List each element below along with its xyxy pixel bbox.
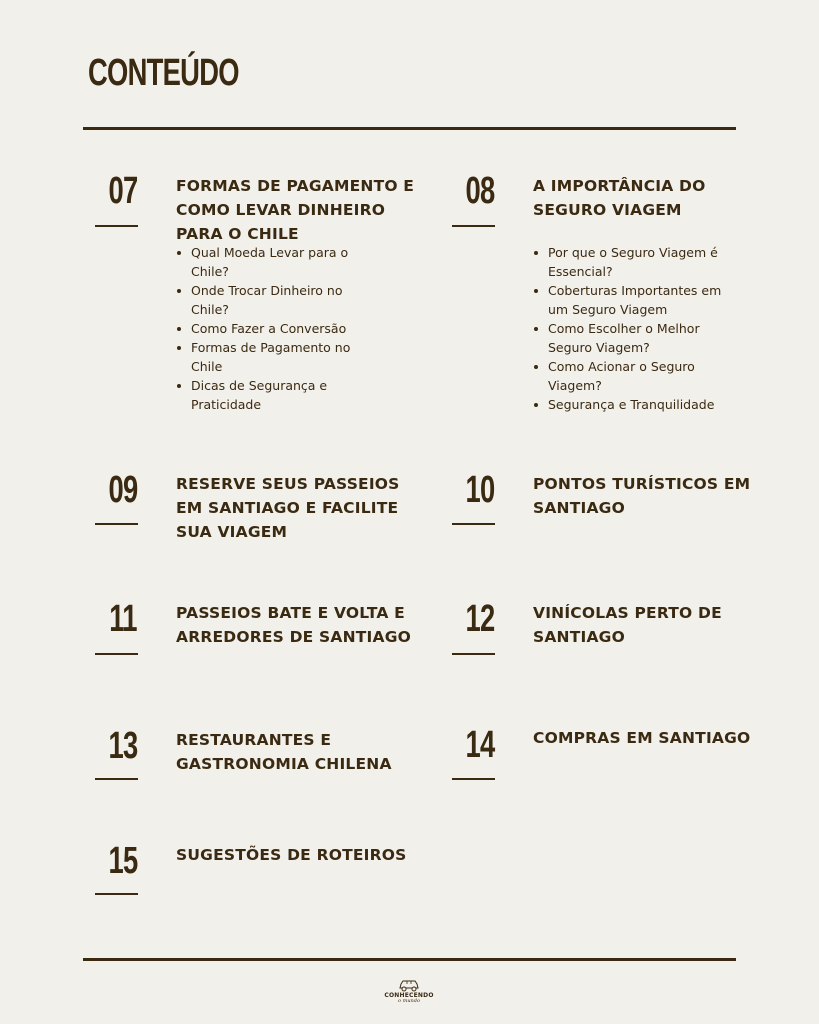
section-number: 15 bbox=[108, 840, 138, 882]
brand-logo bbox=[384, 980, 434, 1012]
subtopic-list bbox=[533, 243, 738, 414]
number-underline bbox=[95, 225, 138, 227]
number-underline bbox=[452, 523, 495, 525]
logo-tagline: o mundo bbox=[398, 998, 420, 1004]
number-underline bbox=[95, 653, 138, 655]
list-item: Por que o Seguro Viagem é Essencial? bbox=[533, 243, 738, 281]
top-divider bbox=[83, 127, 736, 130]
section-heading: RESERVE SEUS PASSEIOS EM SANTIAGO E FACILITE SUA VIAGEM bbox=[176, 475, 400, 541]
number-underline bbox=[452, 778, 495, 780]
list-item: Como Fazer a Conversão bbox=[176, 319, 376, 338]
section-number: 09 bbox=[108, 469, 138, 511]
section-heading: A IMPORTÂNCIA DO SEGURO VIAGEM bbox=[533, 177, 706, 219]
list-item: Como Escolher o Melhor Seguro Viagem? bbox=[533, 319, 738, 357]
list-item: Coberturas Importantes em um Seguro Viagem bbox=[533, 281, 738, 319]
list-item: Como Acionar o Seguro Viagem? bbox=[533, 357, 738, 395]
section-number: 13 bbox=[108, 725, 138, 767]
bottom-divider bbox=[83, 958, 736, 961]
section-heading: VINÍCOLAS PERTO DE SANTIAGO bbox=[533, 604, 722, 646]
page-title: CONTEÚDO bbox=[88, 52, 239, 94]
section-heading: SUGESTÕES DE ROTEIROS bbox=[176, 846, 407, 864]
list-item: Onde Trocar Dinheiro no Chile? bbox=[176, 281, 376, 319]
section-number: 08 bbox=[465, 170, 495, 212]
number-underline bbox=[452, 225, 495, 227]
section-heading: COMPRAS EM SANTIAGO bbox=[533, 729, 751, 747]
number-underline bbox=[95, 893, 138, 895]
number-underline bbox=[452, 653, 495, 655]
number-underline bbox=[95, 778, 138, 780]
logo-wordmark: CONHECENDO bbox=[384, 992, 434, 999]
car-icon bbox=[384, 980, 434, 992]
section-heading: FORMAS DE PAGAMENTO E COMO LEVAR DINHEIRO PARA O CHILE bbox=[176, 177, 415, 243]
section-number: 10 bbox=[465, 469, 495, 511]
section-heading: RESTAURANTES E GASTRONOMIA CHILENA bbox=[176, 731, 392, 773]
section-number: 12 bbox=[465, 598, 495, 640]
section-heading: PASSEIOS BATE E VOLTA E ARREDORES DE SANTIAGO bbox=[176, 604, 411, 646]
subtopic-list bbox=[176, 243, 376, 414]
section-number: 07 bbox=[108, 170, 138, 212]
number-underline bbox=[95, 523, 138, 525]
list-item: Formas de Pagamento no Chile bbox=[176, 338, 376, 376]
section-number: 14 bbox=[465, 724, 495, 766]
list-item: Dicas de Segurança e Praticidade bbox=[176, 376, 376, 414]
list-item: Qual Moeda Levar para o Chile? bbox=[176, 243, 376, 281]
section-heading: PONTOS TURÍSTICOS EM SANTIAGO bbox=[533, 475, 751, 517]
section-number: 11 bbox=[109, 598, 137, 640]
list-item: Segurança e Tranquilidade bbox=[533, 395, 738, 414]
